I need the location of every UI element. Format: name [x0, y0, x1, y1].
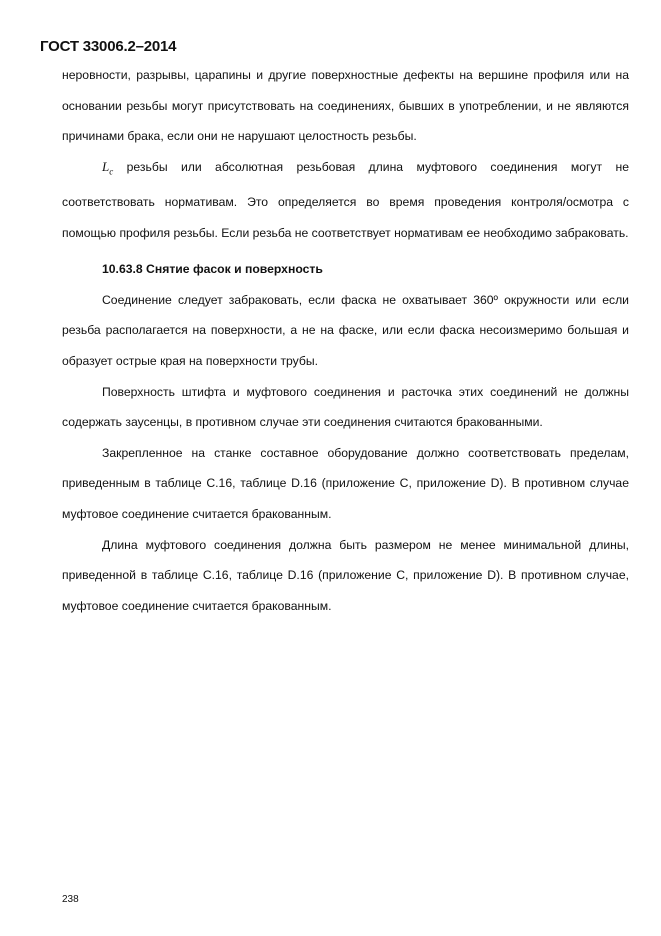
paragraph-burrs: Поверхность штифта и муфтового соединения и расточка этих соединений не должны содержать заусенцы, в противном случае эти соединения считаются бракованными. — [62, 384, 629, 430]
document-header: ГОСТ 33006.2–2014 — [40, 38, 177, 55]
paragraph-thread-length-text: резьбы или абсолютная резьбовая длина муфтового соединения могут не соответствовать нормативам. Это определяется во время проведения контроля/осмотра с помощью профиля резьбы. Если резьба не соответствует нормативам ее необходимо забраковать. — [62, 159, 629, 240]
section-heading: 10.63.8 Снятие фасок и поверхность — [102, 262, 323, 277]
document-body — [62, 60, 629, 621]
paragraph-chamfer: Соединение следует забраковать, если фаска не охватывает 360º окружности или если резьба располагается на поверхности, а не на фаске, или если фаска несоизмеримо большая и образует острые края на поверхности трубы. — [62, 292, 629, 368]
paragraph-length: Длина муфтового соединения должна быть размером не менее минимальной длины, приведенной в таблице С.16, таблице D.16 (приложение С, приложение D). В противном случае, муфтовое соединение считается бракованным. — [62, 537, 629, 613]
thread-length-symbol: $L_c$ — [102, 158, 114, 177]
paragraph-equipment: Закрепленное на станке составное оборудование должно соответствовать пределам, приведенным в таблице С.16, таблице D.16 (приложение С, приложение D). В противном случае муфтовое соединение считается бракованным. — [62, 445, 629, 521]
page-number: 238 — [62, 894, 79, 905]
paragraph-defects: неровности, разрывы, царапины и другие поверхностные дефекты на вершине профиля или на основании резьбы могут присутствовать на соединениях, бывших в употреблении, и не являются причинами брака, если они не нарушают целостность резьбы. — [62, 68, 629, 144]
paragraph-thread-length — [62, 152, 629, 248]
